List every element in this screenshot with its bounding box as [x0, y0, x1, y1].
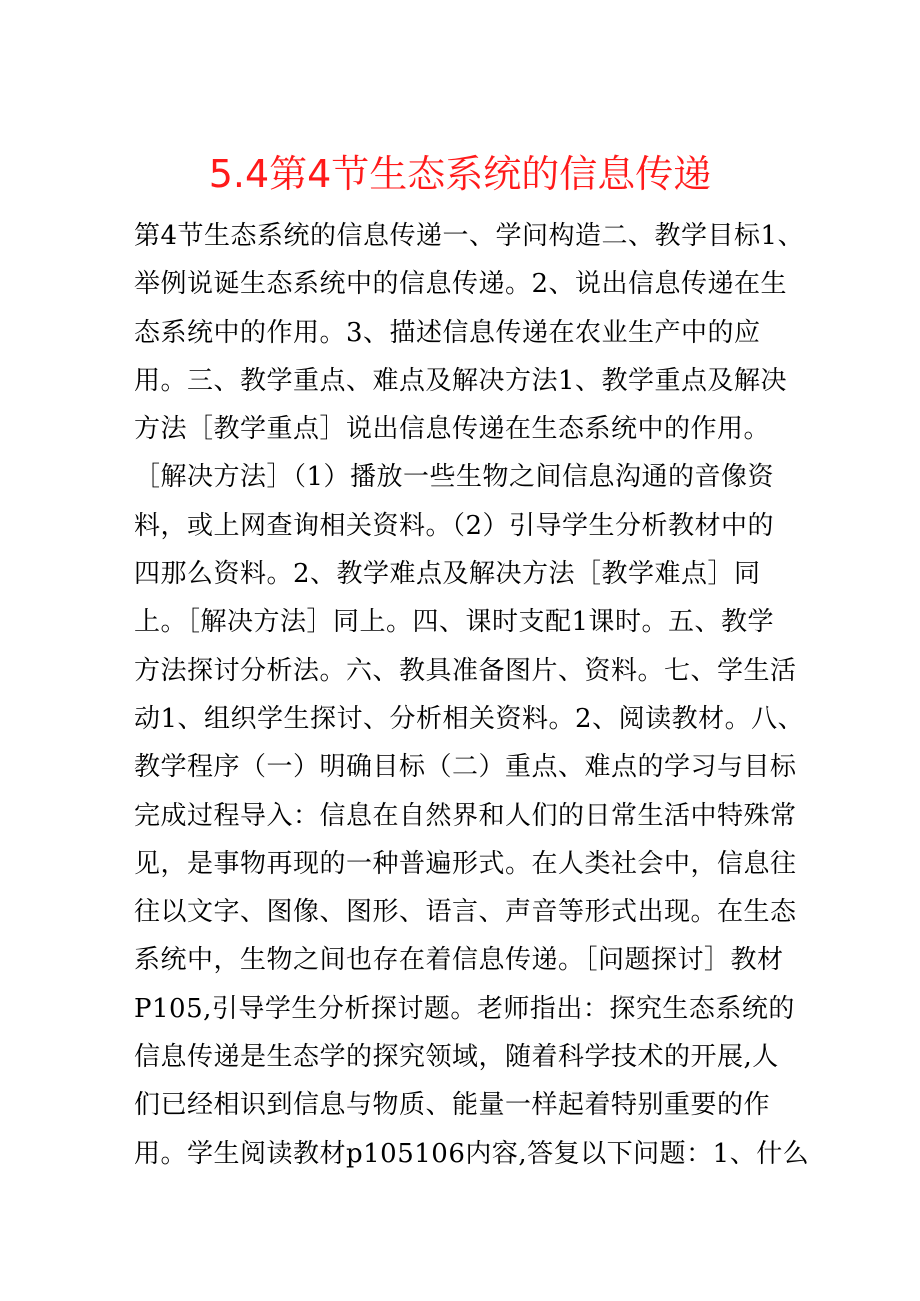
body-line: 信息传递是生态学的探究领域，随着科学技术的开展,人 [134, 1042, 779, 1073]
body-line: 教学程序（一）明确目标（二）重点、难点的学习与目标 [134, 752, 797, 783]
body-line: 系统中，生物之间也存在着信息传递。［问题探讨］教材 [134, 945, 784, 976]
body-line: 动1、组织学生探讨、分析相关资料。2、阅读教材。八、 [134, 703, 805, 734]
document-body [134, 212, 810, 1178]
body-line: 们已经相识到信息与物质、能量一样起着特别重要的作 [134, 1090, 771, 1121]
body-line: 方法［教学重点］说出信息传递在生态系统中的作用。 [134, 414, 771, 445]
body-line: 第4节生态系统的信息传递一、学问构造二、教学目标1、 [134, 221, 805, 251]
body-line: 料，或上网查询相关资料。（2）引导学生分析教材中的 [134, 510, 775, 541]
body-line: 态系统中的作用。3、描述信息传递在农业生产中的应 [134, 317, 761, 348]
body-line: 完成过程导入：信息在自然界和人们的日常生活中特殊常 [134, 800, 797, 831]
body-line: 用。学生阅读教材p105106内容,答复以下问题：1、什么 [134, 1138, 810, 1169]
body-line: 四那么资料。2、教学难点及解决方法［教学难点］同 [134, 559, 761, 590]
body-line: 往以文字、图像、图形、语言、声音等形式出现。在生态 [134, 897, 797, 928]
body-line: ［解决方法］（1）播放一些生物之间信息沟通的音像资 [134, 462, 775, 493]
body-line: 上。［解决方法］同上。四、课时支配1课时。五、教学 [134, 607, 775, 638]
body-line: 举例说诞生态系统中的信息传递。2、说出信息传递在生 [134, 269, 788, 300]
body-line: 方法探讨分析法。六、教具准备图片、资料。七、学生活 [134, 655, 797, 686]
body-line: 见，是事物再现的一种普遍形式。在人类社会中，信息往 [134, 848, 797, 879]
document-title: 5.4第4节生态系统的信息传递 [208, 152, 712, 196]
body-line: 用。三、教学重点、难点及解决方法1、教学重点及解决 [134, 365, 788, 396]
body-line: P105,引导学生分析探讨题。老师指出：探究生态系统的 [134, 993, 795, 1024]
